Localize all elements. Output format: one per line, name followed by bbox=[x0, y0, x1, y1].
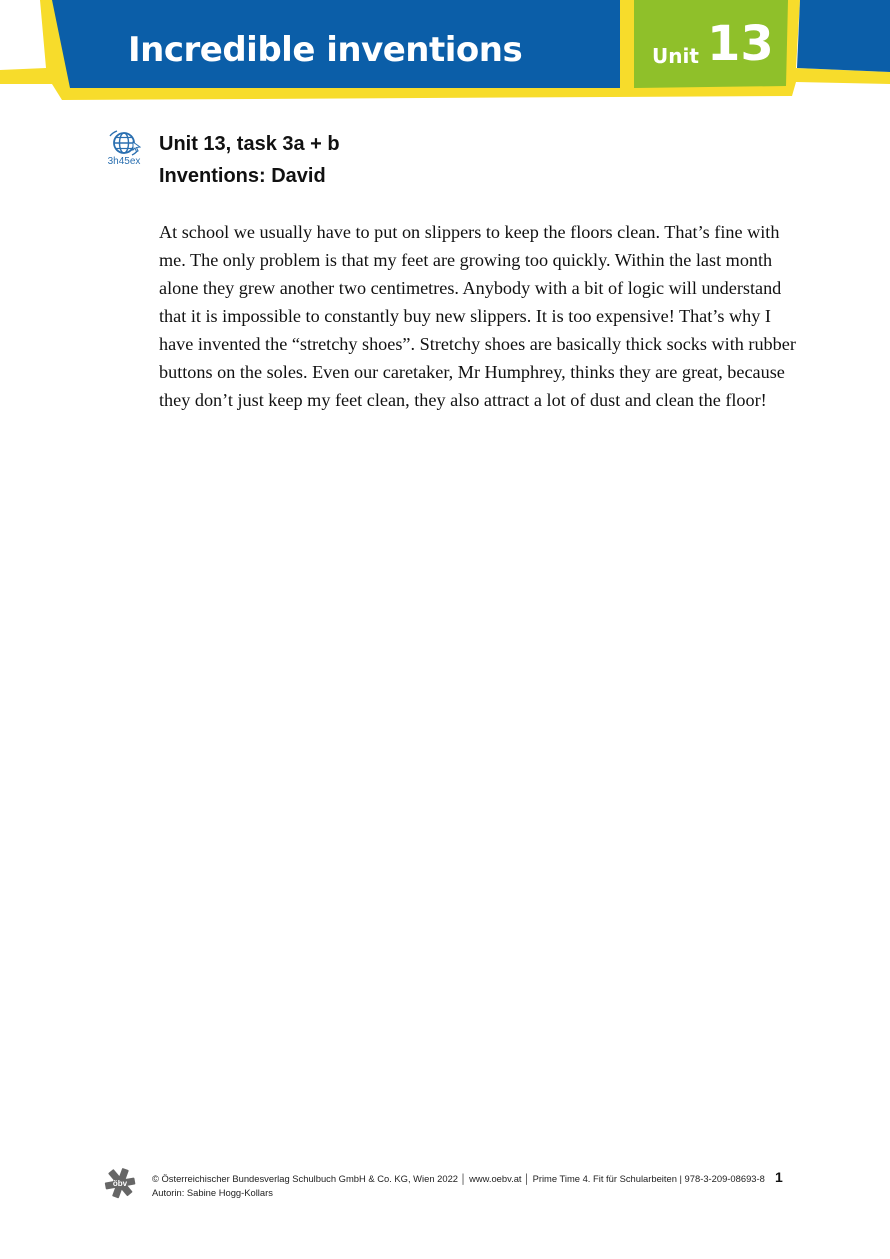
unit-label: Unit bbox=[652, 44, 699, 68]
footer-copyright: © Österreichischer Bundesverlag Schulbuch GmbH & Co. KG, Wien 2022 │ www.oebv.at │ Prime Time 4. Fit für Schularbeiten | 978-3-209-08693-8 bbox=[152, 1173, 765, 1184]
task-heading-line1: Unit 13, task 3a + b bbox=[159, 133, 340, 155]
task-heading-line2: Inventions: David bbox=[159, 165, 326, 187]
web-code-text: 3h45ex bbox=[107, 156, 141, 167]
task-heading bbox=[159, 128, 340, 192]
footer-author: Autorin: Sabine Hogg-Kollars bbox=[152, 1187, 273, 1198]
footer-credits bbox=[152, 1172, 765, 1200]
body-paragraph: At school we usually have to put on slippers to keep the floors clean. That’s fine with me. The only problem is that my feet are growing too quickly. Within the last month alone they grew another two centimetres. Anybody with a bit of logic will understand that it is impossible to constantly buy new slippers. It is too expensive! That’s why I have invented the “stretchy shoes”. Stretchy shoes are basically thick socks with rubber buttons on the soles. Even our caretaker, Mr Humphrey, thinks they are great, because they don’t just keep my feet clean, they also attract a lot of dust and clean the floor! bbox=[159, 222, 796, 410]
unit-number: 13 bbox=[707, 16, 774, 72]
globe-cursor-icon bbox=[107, 130, 141, 156]
oebv-logo bbox=[104, 1167, 136, 1199]
logo-text: öbv bbox=[112, 1179, 128, 1188]
web-code-badge[interactable] bbox=[104, 130, 144, 172]
page-header bbox=[0, 0, 890, 110]
oebv-logo-icon bbox=[104, 1167, 136, 1199]
page-number: 1 bbox=[775, 1169, 783, 1185]
page-title: Incredible inventions bbox=[128, 30, 523, 70]
